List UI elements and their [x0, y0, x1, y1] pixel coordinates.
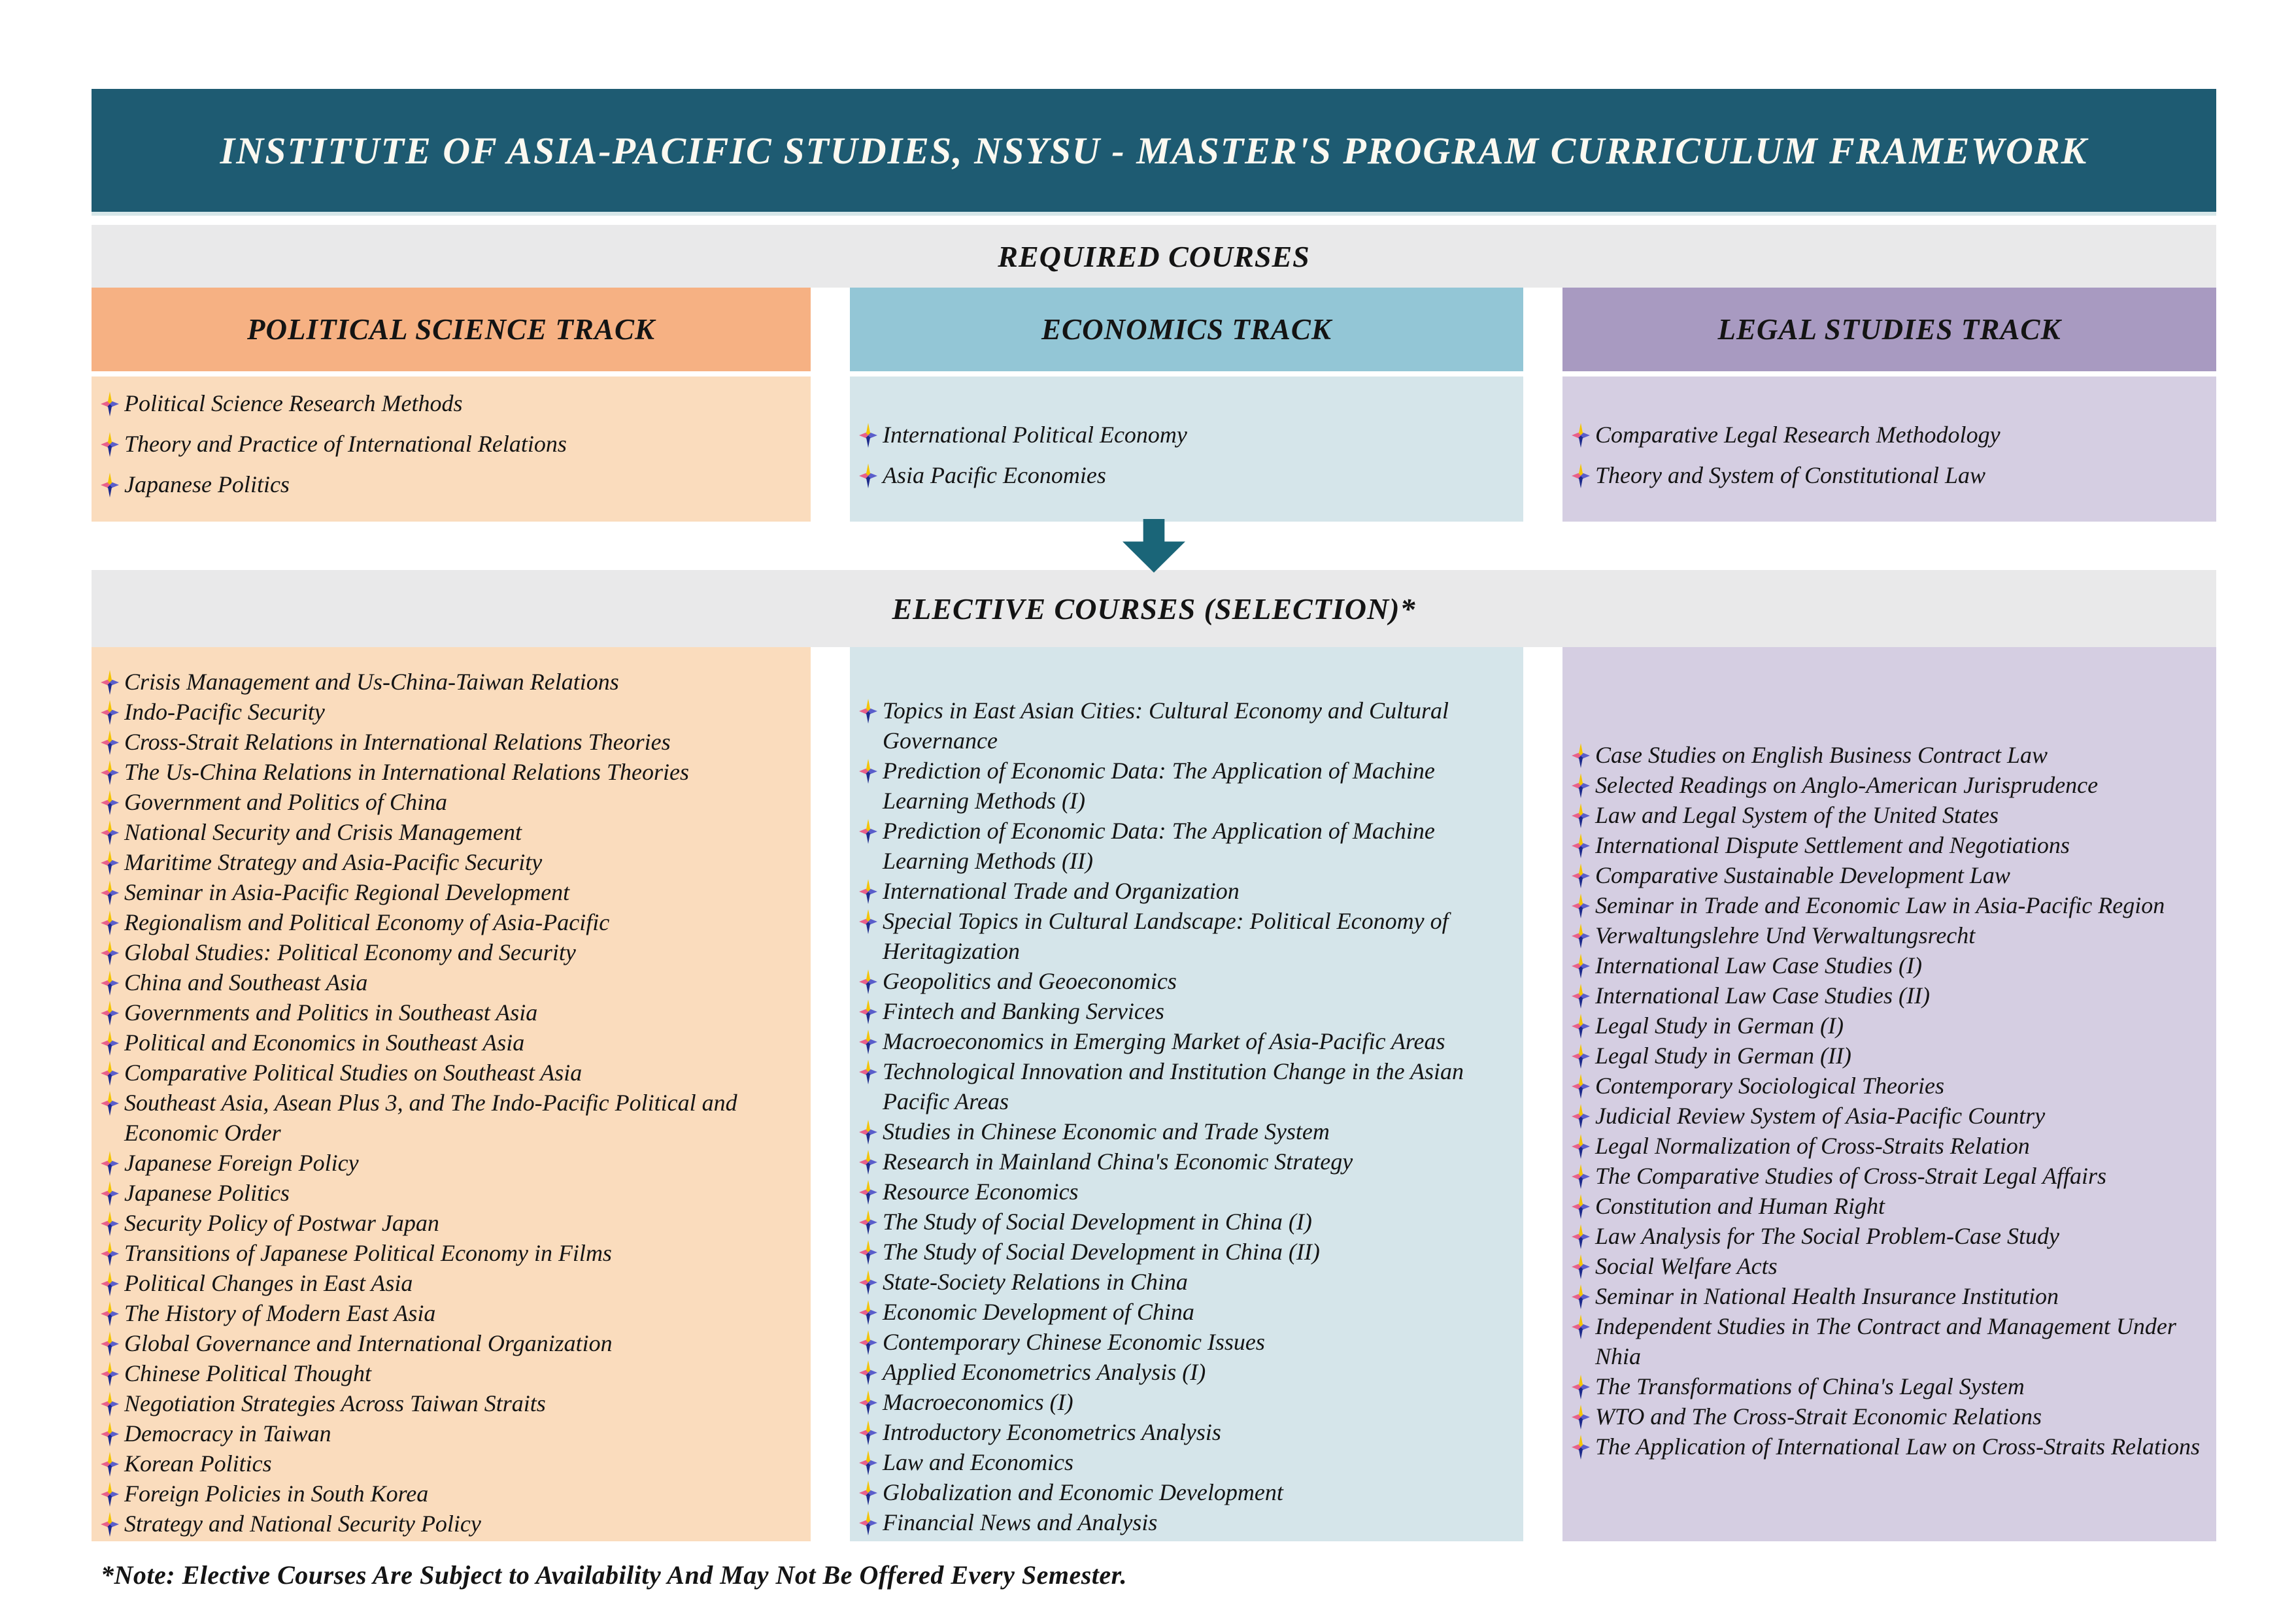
course-bullet-icon: [1572, 1194, 1590, 1219]
course-bullet-icon: [859, 909, 877, 934]
elective-list-political-science: [92, 647, 811, 1541]
footnote-row: [92, 1560, 2216, 1590]
course-bullet-icon: [101, 392, 119, 416]
course-title: Law Analysis for The Social Problem-Case Study: [1595, 1223, 2059, 1249]
course-item: [101, 817, 804, 847]
course-bullet-icon: [101, 1452, 119, 1477]
course-title: Political and Economics in Southeast Asia: [124, 1029, 525, 1056]
course-title: International Law Case Studies (I): [1595, 952, 1922, 979]
course-bullet-icon: [101, 880, 119, 905]
course-item: [1572, 830, 2210, 860]
course-item: [859, 1387, 1517, 1417]
course-bullet-icon: [859, 1120, 877, 1145]
course-item: [859, 460, 1517, 490]
course-title: Governments and Politics in Southeast Asia: [124, 999, 538, 1026]
course-item: [101, 997, 804, 1028]
page-title: INSTITUTE OF ASIA-PACIFIC STUDIES, NSYSU - MASTER'S PROGRAM CURRICULUM FRAMEWORK: [220, 129, 2088, 172]
course-bullet-icon: [1572, 423, 1590, 448]
course-title: The Study of Social Development in China (I): [883, 1209, 1312, 1235]
course-item: [1572, 1041, 2210, 1071]
course-item: [1572, 1191, 2210, 1221]
course-item: [859, 876, 1517, 906]
course-item: [1572, 950, 2210, 980]
course-bullet-icon: [101, 1031, 119, 1056]
course-title: Chinese Political Thought: [124, 1360, 371, 1386]
course-bullet-icon: [101, 1482, 119, 1507]
course-item: [859, 1026, 1517, 1056]
track-header-legal-studies: LEGAL STUDIES TRACK: [1562, 288, 2216, 371]
course-item: [1572, 1281, 2210, 1311]
course-title: Macroeconomics in Emerging Market of Asia-Pacific Areas: [883, 1028, 1445, 1054]
course-bullet-icon: [101, 1331, 119, 1356]
course-title: Special Topics in Cultural Landscape: Political Economy of Heritagization: [883, 908, 1449, 964]
course-title: International Dispute Settlement and Negotiations: [1595, 832, 2070, 858]
course-bullet-icon: [101, 1181, 119, 1206]
course-title: International Political Economy: [883, 422, 1187, 448]
course-item: [859, 1207, 1517, 1237]
course-bullet-icon: [101, 1151, 119, 1176]
course-bullet-icon: [859, 1511, 877, 1535]
course-item: [101, 1388, 804, 1418]
course-title: Global Governance and International Organization: [124, 1330, 613, 1356]
course-bullet-icon: [859, 1150, 877, 1175]
course-bullet-icon: [1572, 1074, 1590, 1099]
required-courses-band: [92, 225, 2216, 288]
course-item: [101, 469, 804, 499]
course-bullet-icon: [1572, 1254, 1590, 1279]
course-bullet-icon: [101, 1061, 119, 1086]
course-title: Topics in East Asian Cities: Cultural Economy and Cultural Governance: [883, 697, 1449, 754]
course-title: Law and Legal System of the United States: [1595, 802, 1999, 828]
course-title: The History of Modern East Asia: [124, 1300, 436, 1326]
course-bullet-icon: [859, 1420, 877, 1445]
course-item: [101, 727, 804, 757]
course-item: [101, 1328, 804, 1358]
course-title: Japanese Foreign Policy: [124, 1150, 359, 1176]
track-header-political-science: POLITICAL SCIENCE TRACK: [92, 288, 811, 371]
course-title: Foreign Policies in South Korea: [124, 1481, 429, 1507]
course-title: Seminar in National Health Insurance Institution: [1595, 1283, 2059, 1309]
course-item: [1572, 1161, 2210, 1191]
course-title: Southeast Asia, Asean Plus 3, and The Indo-Pacific Political and Economic Order: [124, 1090, 737, 1146]
course-item: [101, 847, 804, 877]
course-bullet-icon: [859, 1330, 877, 1355]
course-bullet-icon: [859, 1180, 877, 1205]
course-title: Research in Mainland China's Economic Strategy: [883, 1148, 1353, 1175]
course-title: Japanese Politics: [124, 1180, 290, 1206]
course-bullet-icon: [1572, 463, 1590, 488]
course-item: [101, 1208, 804, 1238]
course-title: Global Studies: Political Economy and Security: [124, 939, 576, 965]
course-title: Legal Normalization of Cross-Straits Relation: [1595, 1133, 2030, 1159]
course-bullet-icon: [1572, 803, 1590, 828]
course-item: [1572, 1371, 2210, 1401]
course-item: [859, 1357, 1517, 1387]
course-title: Introductory Econometrics Analysis: [883, 1419, 1221, 1445]
course-bullet-icon: [859, 969, 877, 994]
course-bullet-icon: [1572, 1284, 1590, 1309]
course-title: Theory and Practice of International Relations: [124, 431, 567, 457]
course-bullet-icon: [1572, 1164, 1590, 1189]
course-bullet-icon: [859, 759, 877, 784]
course-title: International Trade and Organization: [883, 878, 1240, 904]
course-bullet-icon: [1572, 1435, 1590, 1460]
course-item: [101, 757, 804, 787]
course-item: [1572, 860, 2210, 890]
course-title: Security Policy of Postwar Japan: [124, 1210, 439, 1236]
elective-list-economics: [850, 647, 1523, 1541]
course-title: WTO and The Cross-Strait Economic Relations: [1595, 1403, 2042, 1430]
elective-courses-row: [92, 647, 2216, 1541]
course-bullet-icon: [859, 1300, 877, 1325]
course-title: Comparative Political Studies on Southeast Asia: [124, 1060, 582, 1086]
course-bullet-icon: [859, 1481, 877, 1505]
course-bullet-icon: [101, 670, 119, 695]
required-courses-label: REQUIRED COURSES: [998, 239, 1310, 273]
required-list-political-science: [92, 376, 811, 522]
course-bullet-icon: [101, 1422, 119, 1447]
course-item: [101, 967, 804, 997]
course-title: Prediction of Economic Data: The Application of Machine Learning Methods (II): [883, 818, 1435, 874]
course-bullet-icon: [859, 1060, 877, 1084]
course-bullet-icon: [101, 1211, 119, 1236]
course-item: [1572, 1401, 2210, 1431]
course-title: Financial News and Analysis: [883, 1509, 1158, 1535]
course-title: Government and Politics of China: [124, 789, 447, 815]
course-item: [859, 996, 1517, 1026]
course-item: [859, 1417, 1517, 1447]
course-title: The Comparative Studies of Cross-Strait Legal Affairs: [1595, 1163, 2107, 1189]
course-item: [101, 1298, 804, 1328]
course-bullet-icon: [1572, 1014, 1590, 1039]
course-item: [101, 667, 804, 697]
course-item: [1572, 980, 2210, 1011]
course-bullet-icon: [859, 1029, 877, 1054]
course-title: Indo-Pacific Security: [124, 699, 325, 725]
course-item: [859, 1477, 1517, 1507]
course-bullet-icon: [859, 1360, 877, 1385]
course-title: Case Studies on English Business Contract Law: [1595, 742, 2048, 768]
course-item: [101, 1418, 804, 1448]
course-title: Seminar in Asia-Pacific Regional Development: [124, 879, 570, 905]
course-title: Political Changes in East Asia: [124, 1270, 413, 1296]
course-title: Applied Econometrics Analysis (I): [883, 1359, 1206, 1385]
course-item: [859, 1177, 1517, 1207]
course-title: Crisis Management and Us-China-Taiwan Relations: [124, 669, 619, 695]
course-item: [1572, 1071, 2210, 1101]
course-title: Globalization and Economic Development: [883, 1479, 1283, 1505]
course-bullet-icon: [101, 1241, 119, 1266]
course-bullet-icon: [1572, 954, 1590, 979]
course-bullet-icon: [859, 819, 877, 844]
course-title: Negotiation Strategies Across Taiwan Straits: [124, 1390, 546, 1416]
required-courses-row: [92, 376, 2216, 522]
course-bullet-icon: [859, 1210, 877, 1235]
course-bullet-icon: [859, 879, 877, 904]
course-item: [101, 1479, 804, 1509]
course-bullet-icon: [1572, 833, 1590, 858]
course-title: Contemporary Chinese Economic Issues: [883, 1329, 1265, 1355]
course-bullet-icon: [101, 432, 119, 457]
course-item: [1572, 740, 2210, 770]
course-bullet-icon: [1572, 1405, 1590, 1430]
course-item: [101, 1178, 804, 1208]
course-item: [859, 1056, 1517, 1116]
course-bullet-icon: [1572, 1224, 1590, 1249]
course-item: [101, 877, 804, 907]
course-bullet-icon: [101, 1271, 119, 1296]
course-bullet-icon: [101, 473, 119, 497]
course-item: [1572, 1431, 2210, 1462]
course-item: [859, 906, 1517, 966]
course-title: Judicial Review System of Asia-Pacific Country: [1595, 1103, 2046, 1129]
course-title: Prediction of Economic Data: The Application of Machine Learning Methods (I): [883, 758, 1435, 814]
course-item: [859, 1297, 1517, 1327]
course-bullet-icon: [1572, 773, 1590, 798]
course-title: Resource Economics: [883, 1179, 1079, 1205]
course-bullet-icon: [101, 850, 119, 875]
course-bullet-icon: [101, 760, 119, 785]
course-title: China and Southeast Asia: [124, 969, 368, 996]
course-bullet-icon: [1572, 1314, 1590, 1339]
course-title: State-Society Relations in China: [883, 1269, 1188, 1295]
curriculum-poster: [92, 0, 2216, 1590]
course-bullet-icon: [1572, 743, 1590, 768]
course-title: Technological Innovation and Institution Change in the Asian Pacific Areas: [883, 1058, 1464, 1114]
course-title: Japanese Politics: [124, 471, 290, 497]
course-title: Korean Politics: [124, 1450, 272, 1477]
course-item: [859, 1146, 1517, 1177]
course-item: [859, 816, 1517, 876]
course-item: [1572, 1101, 2210, 1131]
course-title: Comparative Legal Research Methodology: [1595, 422, 2001, 448]
course-item: [101, 1088, 804, 1148]
course-item: [1572, 1011, 2210, 1041]
course-item: [859, 1507, 1517, 1537]
course-item: [101, 1358, 804, 1388]
course-item: [859, 966, 1517, 996]
course-bullet-icon: [1572, 863, 1590, 888]
course-title: Verwaltungslehre Und Verwaltungsrecht: [1595, 922, 1976, 948]
course-bullet-icon: [1572, 924, 1590, 948]
course-bullet-icon: [101, 941, 119, 965]
course-title: Contemporary Sociological Theories: [1595, 1073, 1944, 1099]
course-bullet-icon: [101, 790, 119, 815]
course-title: The Us-China Relations in International Relations Theories: [124, 759, 689, 785]
course-item: [859, 1267, 1517, 1297]
course-item: [1572, 1131, 2210, 1161]
course-item: [1572, 890, 2210, 920]
course-item: [859, 1237, 1517, 1267]
course-bullet-icon: [1572, 1134, 1590, 1159]
down-arrow-icon: [1123, 519, 1185, 573]
course-title: Legal Study in German (I): [1595, 1012, 1844, 1039]
course-bullet-icon: [859, 1240, 877, 1265]
course-bullet-icon: [101, 1362, 119, 1386]
course-item: [859, 695, 1517, 756]
course-bullet-icon: [101, 1301, 119, 1326]
elective-list-legal-studies: [1562, 647, 2216, 1541]
track-headers-row: [92, 288, 2216, 371]
course-bullet-icon: [101, 730, 119, 755]
course-bullet-icon: [859, 463, 877, 488]
course-item: [101, 1058, 804, 1088]
course-bullet-icon: [859, 999, 877, 1024]
course-bullet-icon: [859, 699, 877, 724]
course-title: Fintech and Banking Services: [883, 998, 1164, 1024]
course-item: [859, 1327, 1517, 1357]
course-item: [101, 697, 804, 727]
course-title: Asia Pacific Economies: [883, 462, 1106, 488]
course-title: The Transformations of China's Legal System: [1595, 1373, 2025, 1399]
course-title: Economic Development of China: [883, 1299, 1194, 1325]
course-bullet-icon: [1572, 1375, 1590, 1399]
course-bullet-icon: [859, 1450, 877, 1475]
course-title: Democracy in Taiwan: [124, 1420, 331, 1447]
course-title: Legal Study in German (II): [1595, 1043, 1851, 1069]
course-item: [1572, 1251, 2210, 1281]
course-item: [859, 1447, 1517, 1477]
course-item: [101, 907, 804, 937]
course-title: The Application of International Law on Cross-Straits Relations: [1595, 1433, 2201, 1460]
course-item: [101, 1268, 804, 1298]
course-title: Constitution and Human Right: [1595, 1193, 1885, 1219]
course-title: Political Science Research Methods: [124, 390, 463, 416]
course-title: Macroeconomics (I): [883, 1389, 1073, 1415]
course-bullet-icon: [101, 1091, 119, 1116]
course-item: [101, 787, 804, 817]
course-item: [1572, 1311, 2210, 1371]
course-title: Theory and System of Constitutional Law: [1595, 462, 1986, 488]
course-item: [101, 429, 804, 459]
elective-availability-note: *Note: Elective Courses Are Subject to Availability And May Not Be Offered Every Semester.: [101, 1560, 1127, 1590]
course-bullet-icon: [101, 1392, 119, 1416]
course-title: Maritime Strategy and Asia-Pacific Security: [124, 849, 543, 875]
course-bullet-icon: [1572, 894, 1590, 918]
course-title: National Security and Crisis Management: [124, 819, 522, 845]
course-title: Geopolitics and Geoeconomics: [883, 968, 1177, 994]
course-item: [101, 1148, 804, 1178]
elective-courses-band: [92, 570, 2216, 647]
course-title: Regionalism and Political Economy of Asia-Pacific: [124, 909, 610, 935]
course-item: [859, 420, 1517, 450]
course-title: Comparative Sustainable Development Law: [1595, 862, 2010, 888]
course-item: [859, 756, 1517, 816]
course-bullet-icon: [101, 1512, 119, 1537]
course-bullet-icon: [859, 423, 877, 448]
course-bullet-icon: [101, 911, 119, 935]
course-item: [101, 1028, 804, 1058]
required-list-economics: [850, 376, 1523, 522]
course-item: [1572, 420, 2210, 450]
course-item: [101, 388, 804, 418]
course-title: Studies in Chinese Economic and Trade System: [883, 1118, 1330, 1145]
course-item: [1572, 800, 2210, 830]
course-bullet-icon: [101, 1001, 119, 1026]
course-bullet-icon: [1572, 1104, 1590, 1129]
course-bullet-icon: [101, 971, 119, 996]
title-bar: [92, 89, 2216, 216]
course-item: [859, 1116, 1517, 1146]
course-item: [101, 1448, 804, 1479]
course-bullet-icon: [101, 820, 119, 845]
course-title: Social Welfare Acts: [1595, 1253, 1778, 1279]
course-item: [101, 937, 804, 967]
course-item: [1572, 460, 2210, 490]
course-bullet-icon: [101, 700, 119, 725]
course-title: The Study of Social Development in China (II): [883, 1239, 1320, 1265]
course-title: Transitions of Japanese Political Economy in Films: [124, 1240, 612, 1266]
course-title: International Law Case Studies (II): [1595, 982, 1930, 1009]
required-list-legal-studies: [1562, 376, 2216, 522]
flow-arrow-row: [92, 522, 2216, 570]
course-item: [1572, 770, 2210, 800]
course-bullet-icon: [859, 1390, 877, 1415]
elective-courses-label: ELECTIVE COURSES (SELECTION)*: [892, 592, 1416, 626]
course-bullet-icon: [1572, 1044, 1590, 1069]
course-title: Independent Studies in The Contract and Management Under Nhia: [1595, 1313, 2176, 1369]
course-item: [101, 1238, 804, 1268]
course-item: [101, 1509, 804, 1539]
course-title: Seminar in Trade and Economic Law in Asia-Pacific Region: [1595, 892, 2165, 918]
course-title: Strategy and National Security Policy: [124, 1511, 481, 1537]
course-bullet-icon: [859, 1270, 877, 1295]
course-item: [1572, 920, 2210, 950]
track-header-economics: ECONOMICS TRACK: [850, 288, 1523, 371]
course-title: Cross-Strait Relations in International Relations Theories: [124, 729, 671, 755]
course-item: [1572, 1221, 2210, 1251]
course-title: Law and Economics: [883, 1449, 1073, 1475]
course-bullet-icon: [1572, 984, 1590, 1009]
course-title: Selected Readings on Anglo-American Jurisprudence: [1595, 772, 2099, 798]
